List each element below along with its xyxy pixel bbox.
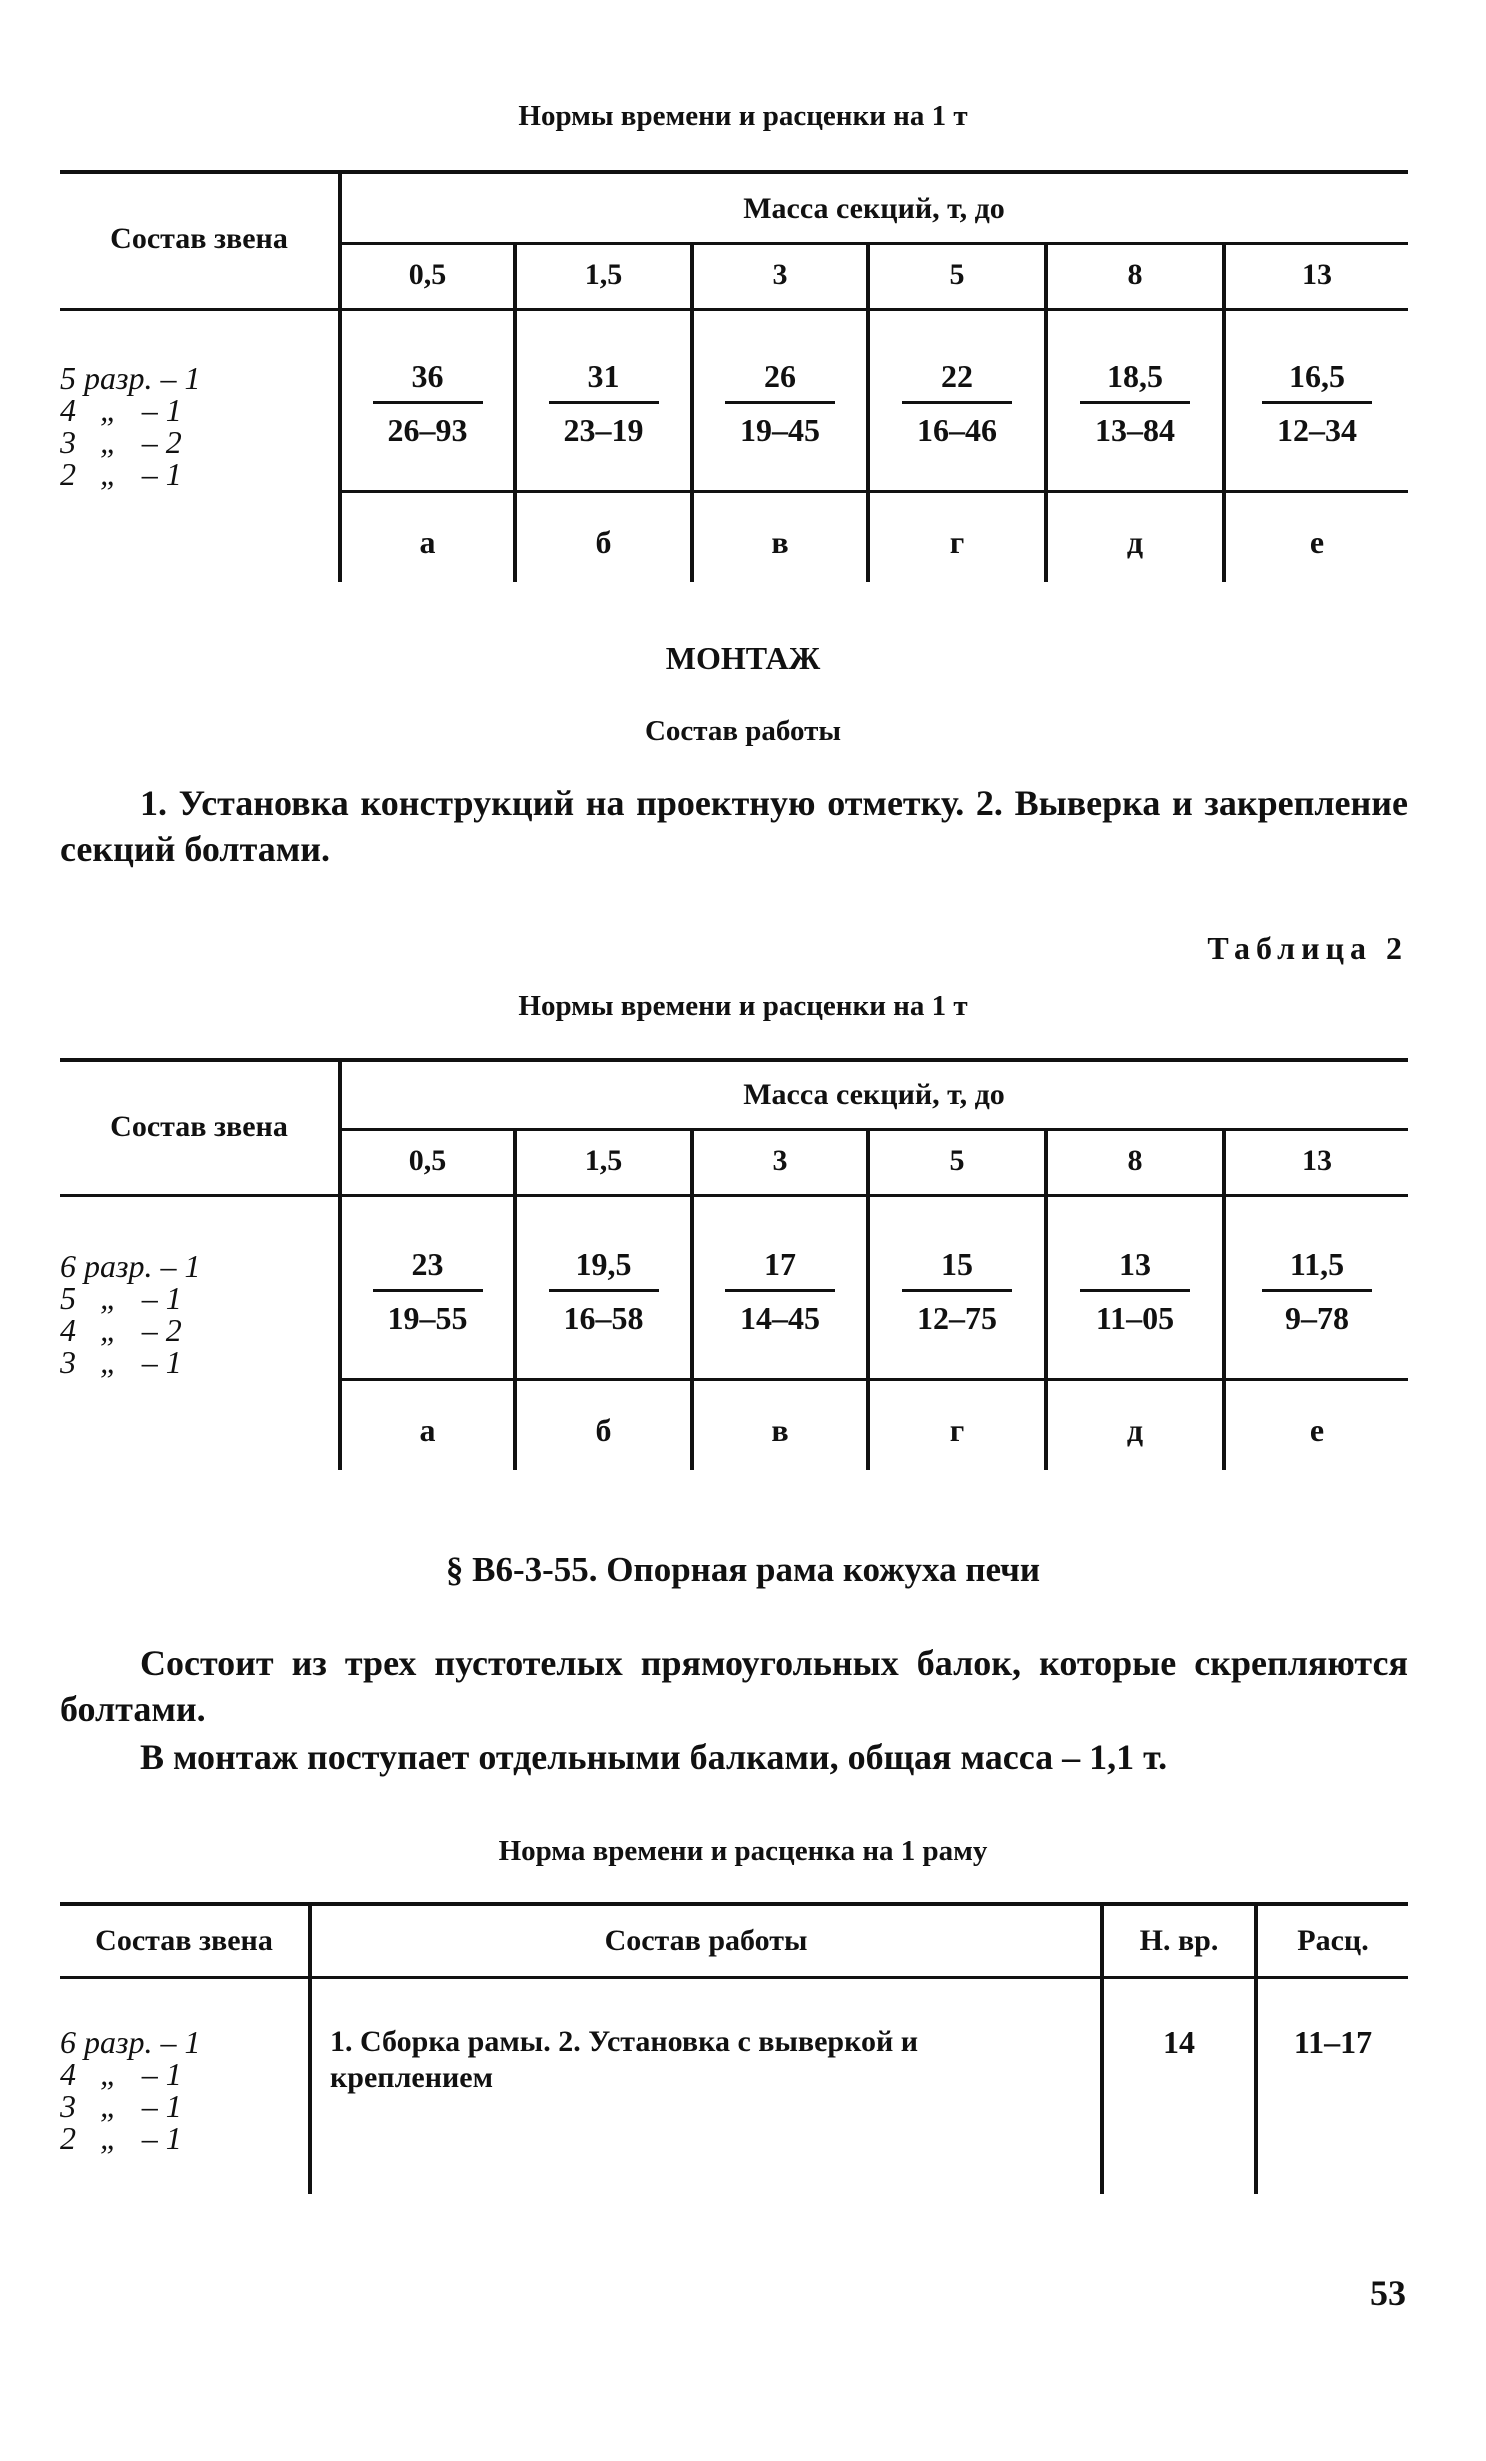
table2-letter: е xyxy=(1309,1412,1325,1448)
rate-value: 12–75 xyxy=(917,1300,997,1336)
section-para2: В монтаж поступает отдельными балками, общая масса – 1,1 т. xyxy=(140,1737,1168,1777)
page-number: 53 xyxy=(1370,2273,1406,2313)
table3-header-rule xyxy=(60,1976,1408,1979)
table1-mass: 3 xyxy=(772,258,788,291)
section-title: § В6-3-55. Опорная рама кожуха печи xyxy=(445,1550,1041,1589)
table2-mass: 5 xyxy=(949,1144,965,1177)
table1-crew-line: 3 „ – 2 xyxy=(60,424,182,460)
rate-value: 11–05 xyxy=(1095,1300,1175,1336)
rate-value: 26–93 xyxy=(387,412,468,448)
table2-top-rule xyxy=(60,1058,1408,1062)
table1-mass: 1,5 xyxy=(584,258,623,291)
table1-header-rule xyxy=(340,242,1408,245)
table1-letter: б xyxy=(595,524,612,560)
table3-header-rate: Расц. xyxy=(1297,1924,1369,1957)
norm-value: 15 xyxy=(902,1246,1012,1292)
table1-value xyxy=(694,358,866,449)
rate-value: 13–84 xyxy=(1095,412,1175,448)
table1-mass: 0,5 xyxy=(408,258,447,291)
norm-value: 17 xyxy=(725,1246,835,1292)
table3-header-crew: Состав звена xyxy=(95,1924,273,1957)
table1-value xyxy=(342,358,513,449)
table2-crew-line: 6 разр. – 1 xyxy=(60,1248,201,1284)
table1-mass: 13 xyxy=(1302,258,1332,291)
table1-letter-rule xyxy=(340,490,1408,493)
table1-letter: д xyxy=(1126,524,1144,560)
rate-value: 16–46 xyxy=(917,412,997,448)
table2-mass: 13 xyxy=(1302,1144,1332,1177)
table2-value xyxy=(1226,1246,1408,1337)
norm-value: 31 xyxy=(549,358,659,404)
table2-value xyxy=(694,1246,866,1337)
rate-value: 14–45 xyxy=(740,1300,820,1336)
rate-value: 23–19 xyxy=(563,412,644,448)
norm-value: 13 xyxy=(1080,1246,1190,1292)
table3-crew-line: 6 разр. – 1 xyxy=(60,2024,201,2060)
table2-letter: г xyxy=(949,1412,965,1448)
table2-mass: 8 xyxy=(1127,1144,1143,1177)
table1-mass: 8 xyxy=(1127,258,1143,291)
rate-value: 19–55 xyxy=(387,1300,468,1336)
table1-crew-line: 4 „ – 1 xyxy=(60,392,182,428)
table1-value xyxy=(517,358,690,449)
table1-letter: в xyxy=(771,524,789,560)
table2-letter: д xyxy=(1126,1412,1144,1448)
table3-header-norm: Н. вр. xyxy=(1139,1924,1219,1957)
table2-value xyxy=(342,1246,513,1337)
table1-crew-line: 5 разр. – 1 xyxy=(60,360,201,396)
table2-label: Таблица 2 xyxy=(1207,930,1408,966)
table3-crew-line: 4 „ – 1 xyxy=(60,2056,182,2092)
table3-work-text: 1. Сборка рамы. 2. Установка с выверкой и креплением xyxy=(330,2025,919,2094)
table1-letter: е xyxy=(1309,524,1325,560)
table2-crew-line: 4 „ – 2 xyxy=(60,1312,182,1348)
table2-mass-header: Масса секций, т, до xyxy=(743,1078,1005,1111)
table2-mass: 3 xyxy=(772,1144,788,1177)
table2-letter: б xyxy=(595,1412,612,1448)
table3-crew-line: 3 „ – 1 xyxy=(60,2088,182,2124)
norm-value: 18,5 xyxy=(1080,358,1190,404)
table2-letter: а xyxy=(419,1412,436,1448)
norm-value: 22 xyxy=(902,358,1012,404)
section-para1: Состоит из трех пустотелых прямоугольных балок, которые скрепляются болтами. xyxy=(60,1643,1408,1729)
table1-letter: г xyxy=(949,524,965,560)
table2-value xyxy=(1048,1246,1222,1337)
montage-subtitle: Состав работы xyxy=(644,715,842,747)
norm-value: 26 xyxy=(725,358,835,404)
norm-value: 19,5 xyxy=(549,1246,659,1292)
rate-value: 19–45 xyxy=(740,412,820,448)
table3-crew-line: 2 „ – 1 xyxy=(60,2120,182,2156)
table1-value xyxy=(1048,358,1222,449)
table2-mass: 0,5 xyxy=(408,1144,447,1177)
table1-caption: Нормы времени и расценки на 1 т xyxy=(518,100,968,132)
montage-text: 1. Установка конструкций на проектную отметку. 2. Выверка и закрепление секций болтами. xyxy=(60,783,1408,869)
table2-crew-line: 5 „ – 1 xyxy=(60,1280,182,1316)
table1-top-rule xyxy=(60,170,1408,174)
table3-rate: 11–17 xyxy=(1293,2024,1373,2060)
table2-value xyxy=(517,1246,690,1337)
table1-crew-header: Состав звена xyxy=(110,222,288,255)
rate-value: 16–58 xyxy=(563,1300,644,1336)
table1-crew-line: 2 „ – 1 xyxy=(60,456,182,492)
table2-mass: 1,5 xyxy=(584,1144,623,1177)
table3-caption: Норма времени и расценка на 1 раму xyxy=(498,1835,988,1867)
table1-body-rule xyxy=(60,308,1408,311)
norm-value: 11,5 xyxy=(1262,1246,1372,1292)
table3-top-rule xyxy=(60,1902,1408,1906)
rate-value: 9–78 xyxy=(1285,1300,1349,1336)
table2-crew-line: 3 „ – 1 xyxy=(60,1344,182,1380)
norm-value: 16,5 xyxy=(1262,358,1372,404)
table3-header-work: Состав работы xyxy=(604,1924,808,1957)
table2-letter-rule xyxy=(340,1378,1408,1381)
table1-value xyxy=(870,358,1044,449)
table2-header-rule xyxy=(340,1128,1408,1131)
table2-letter: в xyxy=(771,1412,789,1448)
table2-value xyxy=(870,1246,1044,1337)
norm-value: 23 xyxy=(373,1246,483,1292)
table2-body-rule xyxy=(60,1194,1408,1197)
norm-value: 36 xyxy=(373,358,483,404)
table2-caption: Нормы времени и расценки на 1 т xyxy=(518,990,968,1022)
rate-value: 12–34 xyxy=(1277,412,1357,448)
table3-norm: 14 xyxy=(1163,2024,1195,2060)
table2-crew-header: Состав звена xyxy=(110,1110,288,1143)
table1-value xyxy=(1226,358,1408,449)
table1-mass-header: Масса секций, т, до xyxy=(743,192,1005,225)
montage-title: МОНТАЖ xyxy=(665,640,821,676)
table1-mass: 5 xyxy=(949,258,965,291)
table1-letter: а xyxy=(419,524,436,560)
